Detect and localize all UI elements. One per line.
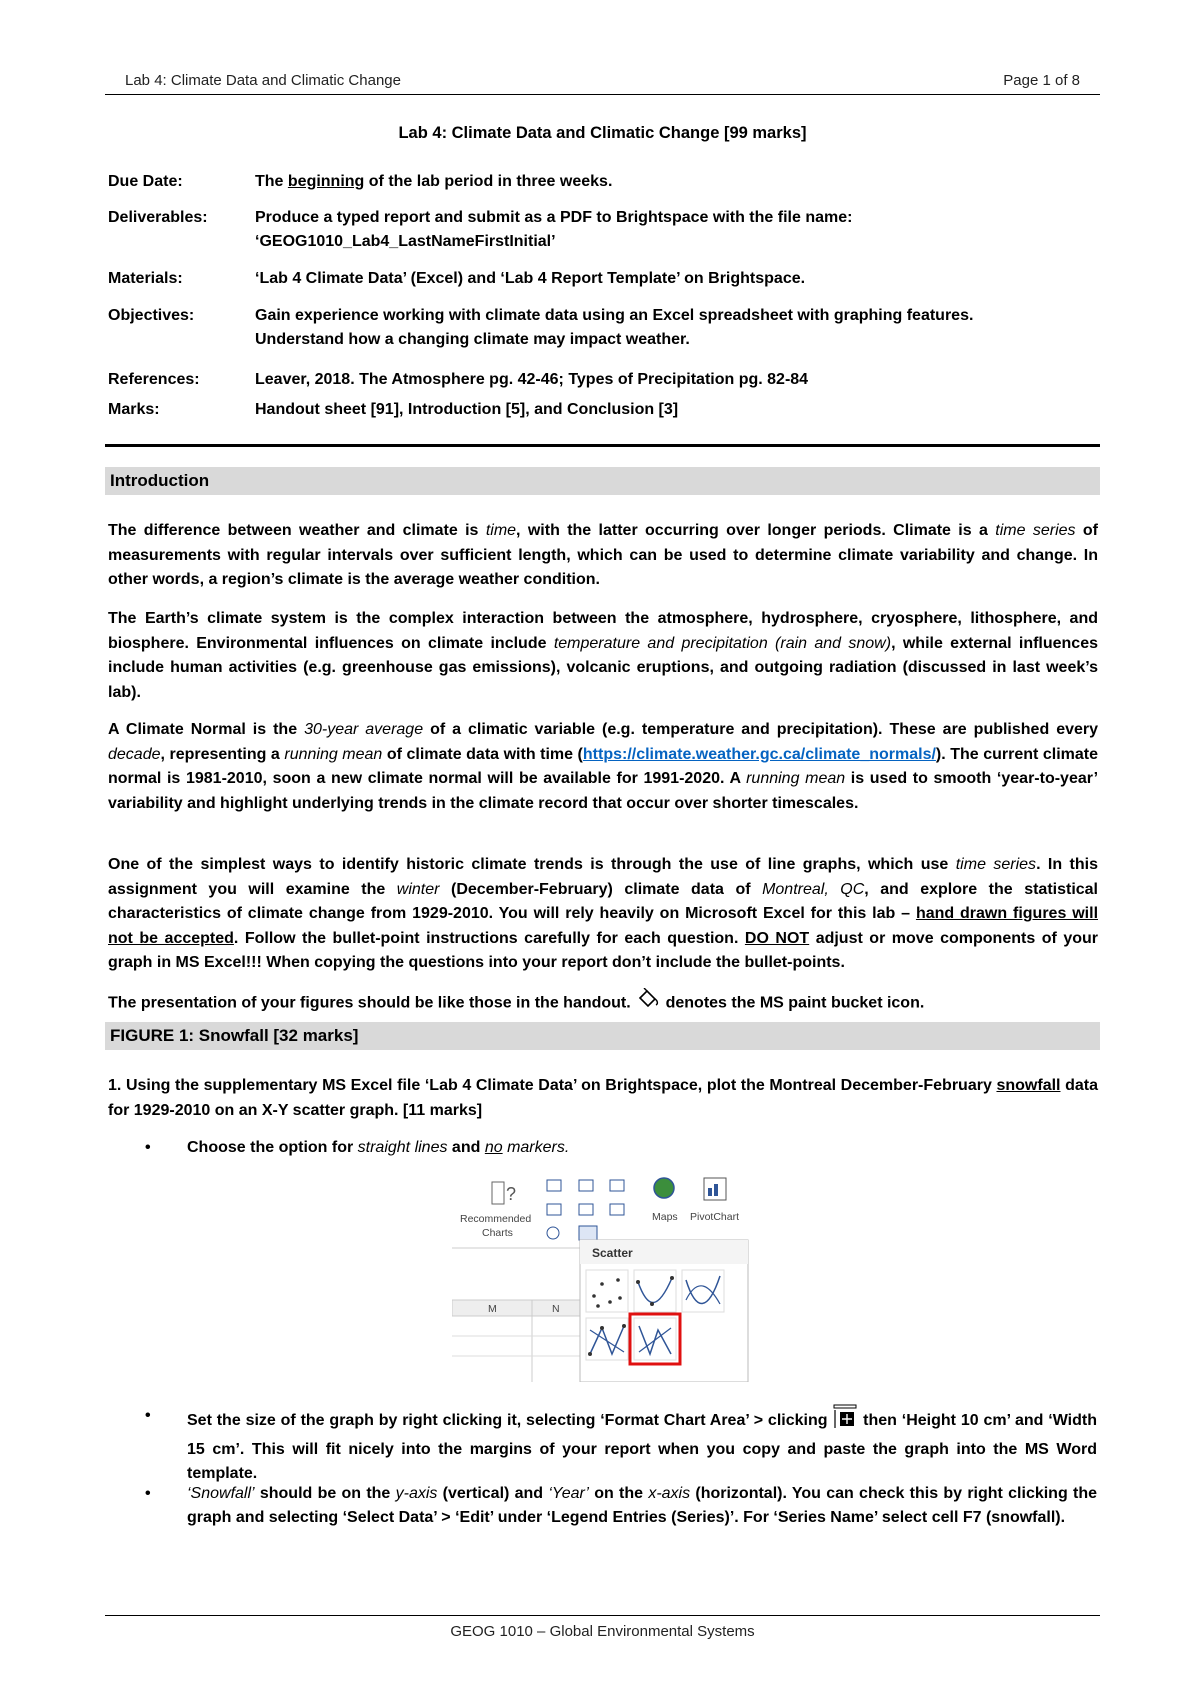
materials-value: ‘Lab 4 Climate Data’ (Excel) and ‘Lab 4 Report Template’ on Brightspace.: [255, 270, 806, 287]
maps-label: Maps: [652, 1211, 678, 1223]
references-row: [108, 368, 1098, 392]
intro-paragraph-1: The difference between weather and climate is time, with the latter occurring over longer periods. Climate is a time series of measurements with regular intervals over sufficient length, which can be used to determine climate variability and change. In other words, a region’s climate is the average weather condition.: [108, 522, 1098, 589]
bullet-1: • Choose the option for straight lines and no markers.: [145, 1139, 570, 1156]
bullet-3: • ‘Snowfall’ should be on the y-axis (vertical) and ‘Year’ on the x-axis (horizontal). You can check this by right clicking the graph and selecting ‘Select Data’ > ‘Edit’ under ‘Legend Entries (Series)’. For ‘Series Name’ select cell F7 (snowfall).: [145, 1485, 1097, 1526]
introduction-heading: Introduction: [105, 467, 1100, 495]
column-n-header: N: [552, 1303, 560, 1315]
scatter-straight-lines-option[interactable]: [630, 1314, 680, 1364]
header-rule: [105, 94, 1100, 95]
due-date-row: [108, 170, 1098, 194]
column-m-header: M: [488, 1303, 497, 1315]
intro-paragraph-5: The presentation of your figures should be like those in the handout. denotes the MS paint bucket icon.: [108, 988, 1098, 1019]
intro-paragraph-3: A Climate Normal is the 30-year average of a climatic variable (e.g. temperature and precipitation). These are published every decade, representing a running mean of climate data with time (https://climate.weather.gc.ca/climate_normals/). The current climate normal is 1981-2010, soon a new climate normal will be available for 1991-2020. A running mean is used to smooth ‘year-to-year’ variability and highlight underlying trends in the climate record that occur over shorter timescales.: [108, 721, 1099, 812]
footer-rule: [105, 1615, 1100, 1616]
deliverables-row: [108, 206, 1098, 254]
recommended-charts-label-2: Charts: [482, 1227, 513, 1239]
size-properties-icon: [832, 1404, 858, 1438]
objectives-label: Objectives:: [108, 307, 195, 324]
recommended-charts-label-1: Recommended: [460, 1213, 532, 1225]
pivotchart-label: PivotChart: [690, 1211, 740, 1223]
scatter-smooth-lines-option[interactable]: [682, 1270, 724, 1312]
intro-paragraph-2: The Earth’s climate system is the complex interaction between the atmosphere, hydrosphere, cryosphere, lithosphere, and biosphere. Environmental influences on climate include temperature and precipitation (rain and snow), while external influences include human activities (e.g. greenhouse gas emissions), volcanic eruptions, and outgoing radiation (discussed in last week’s lab).: [108, 610, 1099, 701]
due-date-label: Due Date:: [108, 173, 183, 190]
maps-icon: [654, 1178, 674, 1198]
deliverables-value: Produce a typed report and submit as a PDF to Brightspace with the file name: ‘GEOG1010_Lab4_LastNameFirstInitial’: [255, 209, 853, 250]
climate-normals-link[interactable]: https://climate.weather.gc.ca/climate_normals/: [582, 745, 936, 763]
ribbon-graphic: [452, 1170, 752, 1382]
scatter-label: Scatter: [592, 1246, 633, 1260]
scatter-markers-option[interactable]: [586, 1270, 628, 1312]
figure1-heading: FIGURE 1: Snowfall [32 marks]: [105, 1022, 1100, 1050]
scatter-smooth-markers-option[interactable]: [634, 1270, 676, 1312]
bullet-2: • Set the size of the graph by right clicking it, selecting ‘Format Chart Area’ > clicking then ‘Height 10 cm’ and ‘Width 15 cm’. This will fit nicely into the margins of your report when you copy and paste the graph into the MS Word template.: [145, 1404, 1097, 1486]
header-title: Lab 4: Climate Data and Climatic Change: [125, 72, 401, 89]
scatter-straight-markers-option[interactable]: [586, 1318, 628, 1360]
document-title: Lab 4: Climate Data and Climatic Change [99 marks]: [398, 124, 807, 142]
deliverables-label: Deliverables:: [108, 209, 208, 226]
marks-row: [108, 398, 1098, 422]
scatter-dropdown: [580, 1240, 748, 1382]
references-label: References:: [108, 371, 200, 388]
intro-paragraph-4: One of the simplest ways to identify historic climate trends is through the use of line graphs, which use time series. In this assignment you will examine the winter (December-February) climate data of Montreal, QC, and explore the statistical characteristics of climate change from 1929-2010. You will rely heavily on Microsoft Excel for this lab – hand drawn figures will not be accepted. Follow the bullet-point instructions carefully for each question. DO NOT adjust or move components of your graph in MS Excel!!! When copying the questions into your report don’t include the bullet-points.: [108, 856, 1099, 972]
page-footer: GEOG 1010 – Global Environmental Systems: [450, 1623, 755, 1640]
references-value: Leaver, 2018. The Atmosphere pg. 42-46; Types of Precipitation pg. 82-84: [255, 371, 809, 388]
objectives-row: [108, 304, 1098, 352]
paint-bucket-icon: [635, 988, 661, 1019]
excel-scatter-screenshot: [452, 1170, 752, 1382]
marks-label: Marks:: [108, 401, 160, 418]
materials-label: Materials:: [108, 270, 183, 287]
due-date-value: The beginning of the lab period in three weeks.: [255, 173, 613, 190]
section-divider: [105, 444, 1100, 447]
header-page-number: Page 1 of 8: [1003, 72, 1080, 89]
svg-text:?: ?: [506, 1184, 517, 1204]
materials-row: [108, 267, 1098, 291]
question-1: 1. Using the supplementary MS Excel file ‘Lab 4 Climate Data’ on Brightspace, plot the Montreal December-February snowfall data for 1929-2010 on an X-Y scatter graph. [11 marks]: [108, 1077, 1098, 1119]
objectives-value: Gain experience working with climate data using an Excel spreadsheet with graphing features. Understand how a changing climate may impact weather.: [255, 307, 974, 348]
marks-value: Handout sheet [91], Introduction [5], and Conclusion [3]: [255, 401, 679, 418]
